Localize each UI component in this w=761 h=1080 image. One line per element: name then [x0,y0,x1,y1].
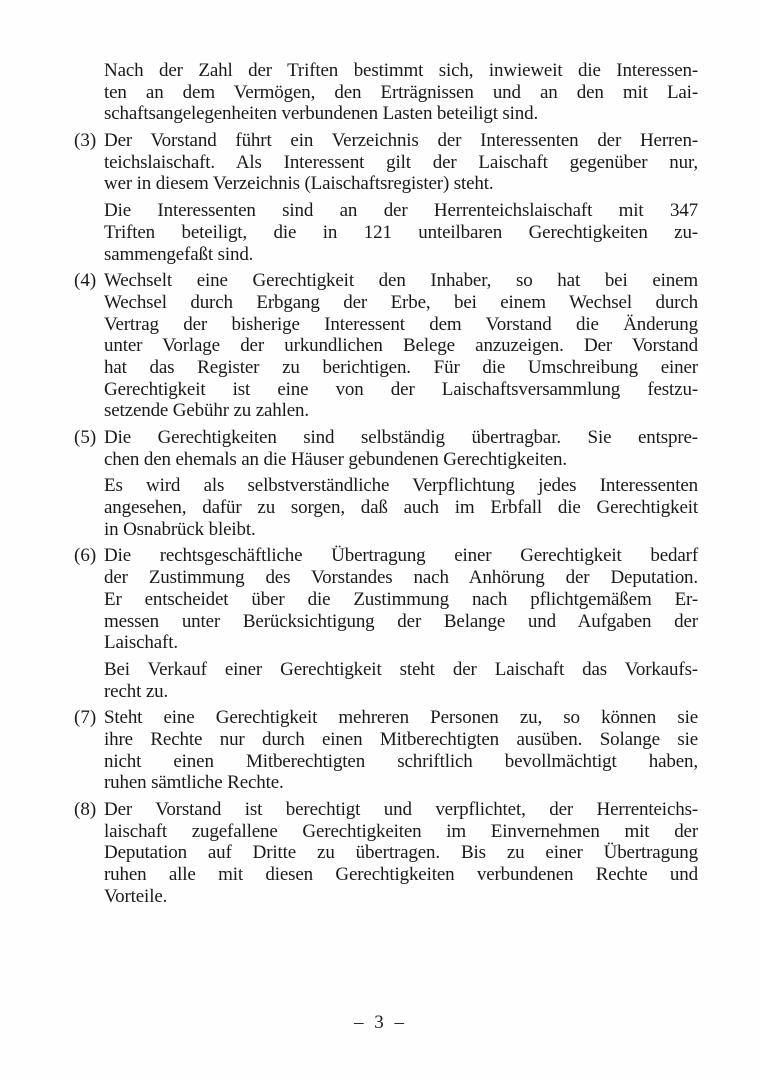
paragraph-number: (6) [74,545,97,567]
text-line: recht zu. [104,680,169,702]
text-line: in Osnabrück bleibt. [104,518,256,540]
text-line: Es wird als selbstverständliche Verpflichtung jedes Interessenten [104,475,698,497]
text-line: setzende Gebühr zu zahlen. [104,400,309,422]
text-line: Er entscheidet über die Zustimmung nach pflichtgemäßem Er- [104,588,698,610]
paragraph [104,659,698,702]
text-line: chen den ehemals an die Häuser gebundenen Gerechtigkeiten. [104,448,567,470]
text-line: Bei Verkauf einer Gerechtigkeit steht der Laischaft das Vorkaufs- [104,658,698,680]
text-line: teichslaischaft. Als Interessent gilt der Laischaft gegenüber nur, [104,151,698,173]
text-line: ten an dem Vermögen, den Erträgnissen und an den mit Lai- [104,81,698,103]
text-line: Wechsel durch Erbgang der Erbe, bei einem Wechsel durch [104,291,698,313]
text-line: unter Vorlage der urkundlichen Belege anzuzeigen. Der Vorstand [104,335,698,357]
text-line: laischaft zugefallene Gerechtigkeiten im Einvernehmen mit der [104,820,698,842]
paragraph [104,60,698,125]
text-line: ruhen alle mit diesen Gerechtigkeiten verbundenen Rechte und [104,864,698,886]
text-line: Die Gerechtigkeiten sind selbständig übertragbar. Sie entspre- [104,427,698,448]
page-number: – 3 – [354,1012,407,1033]
paragraph-number: (8) [74,799,97,820]
text-line: ihre Rechte nur durch einen Mitberechtigten ausüben. Solange sie [104,728,698,750]
text-line: nicht einen Mitberechtigten schriftlich bevollmächtigt haben, [104,750,698,772]
text-line: hat das Register zu berichtigen. Für die Umschreibung einer [104,356,698,378]
text-line: ruhen sämtliche Rechte. [104,772,284,794]
numbered-paragraph [74,545,698,654]
text-line: sammengefaßt sind. [104,243,254,265]
numbered-paragraph [74,799,698,907]
text-line: Die rechtsgeschäftliche Übertragung einer Gerechtigkeit bedarf [104,545,698,567]
text-line: wer in diesem Verzeichnis (Laischaftsregister) steht. [104,173,494,195]
paragraph-number: (5) [74,427,97,448]
paragraph-number: (3) [74,130,97,152]
text-line: Deputation auf Dritte zu übertragen. Bis zu einer Übertragung [104,842,698,864]
numbered-paragraph [74,707,698,794]
paragraph [104,475,698,540]
text-line: Der Vorstand führt ein Verzeichnis der Interessenten der Herren- [104,130,698,152]
text-line: Die Interessenten sind an der Herrenteichslaischaft mit 347 [104,200,698,222]
text-line: Triften beteiligt, die in 121 unteilbaren Gerechtigkeiten zu- [104,221,698,243]
text-line: Wechselt eine Gerechtigkeit den Inhaber, so hat bei einem [104,270,698,292]
text-line: schaftsangelegenheiten verbundenen Lasten beteiligt sind. [104,103,539,125]
text-line: der Zustimmung des Vorstandes nach Anhörung der Deputation. [104,567,698,589]
paragraph [104,200,698,265]
numbered-paragraph [74,427,698,470]
text-line: Vertrag der bisherige Interessent dem Vorstand die Änderung [104,313,698,335]
text-line: Laischaft. [104,632,178,654]
text-line: Steht eine Gerechtigkeit mehreren Personen zu, so können sie [104,707,698,729]
text-line: messen unter Berücksichtigung der Belange und Aufgaben der [104,610,698,632]
text-line: angesehen, dafür zu sorgen, daß auch im Erbfall die Gerechtigkeit [104,497,698,519]
numbered-paragraph [74,130,698,195]
paragraph-number: (4) [74,270,97,292]
text-line: Nach der Zahl der Triften bestimmt sich, inwieweit die Interessen- [104,60,698,81]
document-body [74,60,698,907]
text-line: Vorteile. [104,885,168,907]
text-line: Gerechtigkeit ist eine von der Laischaftsversammlung festzu- [104,378,698,400]
text-line: Der Vorstand ist berechtigt und verpflichtet, der Herrenteichs- [104,799,698,820]
paragraph-number: (7) [74,707,97,729]
numbered-paragraph [74,270,698,422]
